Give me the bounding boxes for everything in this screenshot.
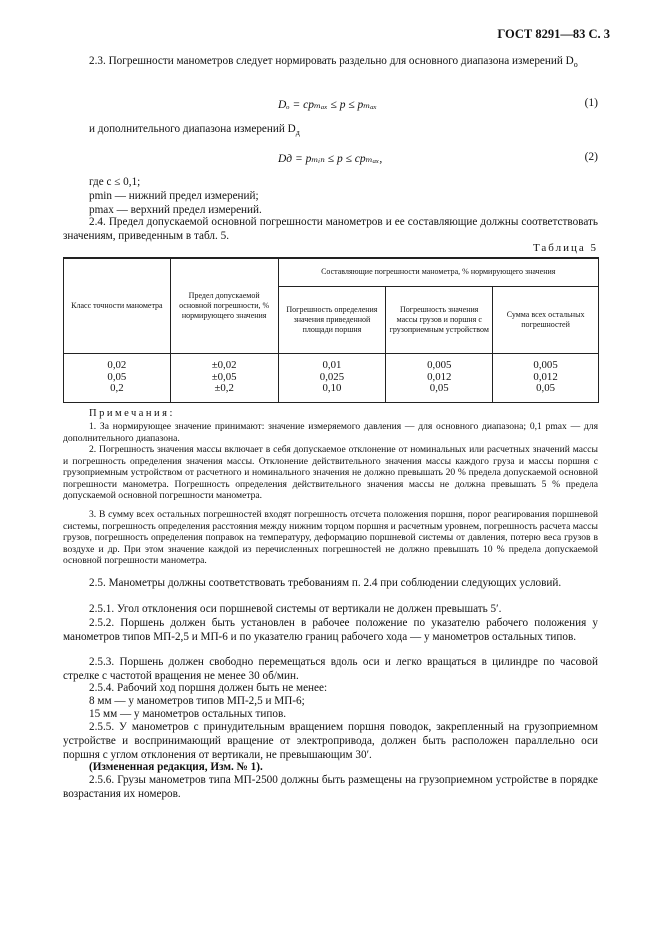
paragraph-2-5: 2.5. Манометры должны соответствовать требованиям п. 2.4 при соблюдении следующих условий. xyxy=(89,577,562,589)
table-5 xyxy=(63,257,599,403)
table-caption: Таблица 5 xyxy=(532,242,598,254)
pmax-line: pmax — верхний предел измерений. xyxy=(89,204,262,216)
where-line: где c ≤ 0,1; xyxy=(89,176,141,188)
header-components-group: Составляющие погрешности манометра, % нормирующего значения xyxy=(278,258,598,286)
paragraph-2-4: 2.4. Предел допускаемой основной погрешности манометров и ее составляющие должны соответствовать значениям, приведенным в табл. 5. xyxy=(63,216,598,242)
page-header: ГОСТ 8291—83 С. 3 xyxy=(497,27,610,41)
formula-1-number: (1) xyxy=(584,97,598,109)
note-3: 3. В сумму всех остальных погрешностей входят погрешность отсчета положения поршня, порог реагирования поршневой системы, погрешность определения расстояния между нижним торцом поршня и расчетным уровнем, погрешность расчета массы грузов, погрешность определения поправок на температуру, деформацию поршневой системы от давления, потерю веса грузов в воздухе и др. При этом значение каждой из перечисленных погрешностей не должно превышать 10 % предела допускаемой основной погрешности манометра. xyxy=(63,509,598,567)
formula-1 xyxy=(63,97,598,111)
formula-2-text: Dд = pₘᵢₙ ≤ p ≤ cpₘₐₓ, xyxy=(278,153,383,165)
formula-2 xyxy=(63,151,598,165)
note-1: 1. За нормирующее значение принимают: значение измеряемого давления — для основного диапазона; 0,1 pmax — для дополнительного диапазона. xyxy=(63,421,598,444)
cell-area-errors: 0,01 0,025 0,10 xyxy=(278,354,386,403)
edition-note: (Измененная редакция, Изм. № 1). xyxy=(89,761,263,773)
header-error-limit: Предел допускаемой основной погрешности, % нормирующего значения xyxy=(170,258,278,354)
header-accuracy-class: Класс точности манометра xyxy=(64,258,171,354)
pmin-line: pmin — нижний предел измерений; xyxy=(89,190,259,202)
cell-accuracy-classes: 0,02 0,05 0,2 xyxy=(64,354,171,403)
cell-error-limits: ±0,02 ±0,05 ±0,2 xyxy=(170,354,278,403)
paragraph-2-5-1: 2.5.1. Угол отклонения оси поршневой системы от вертикали не должен превышать 5′. xyxy=(89,603,502,615)
paragraph-2-5-6: 2.5.6. Грузы манометров типа МП-2500 должны быть размещены на грузоприемном устройстве в порядке возрастания их номеров. xyxy=(63,774,598,800)
line-15mm: 15 мм — у манометров остальных типов. xyxy=(89,708,287,720)
cell-mass-errors: 0,005 0,012 0,05 xyxy=(386,354,493,403)
header-other-errors: Сумма всех остальных погрешностей xyxy=(493,286,599,353)
cell-other-errors: 0,005 0,012 0,05 xyxy=(493,354,599,403)
notes-title: Примечания: xyxy=(89,408,175,419)
paragraph-2-5-5: 2.5.5. У манометров с принудительным вращением поршня поводок, закрепленный на грузоприемном устройстве и воспринимающий вращение от электропривода, должен быть расположен параллельно оси поршня с углом отклонения от вертикали, не превышающим 30′. xyxy=(63,721,598,761)
paragraph-2-5-3: 2.5.3. Поршень должен свободно перемещаться вдоль оси и легко вращаться в цилиндре по часовой стрелке с частотой вращения не менее 30 об/мин. xyxy=(63,656,598,682)
paragraph-2-5-2: 2.5.2. Поршень должен быть установлен в рабочее положение по указателю рабочего положения у манометров типов МП-2,5 и МП-6 и по указателю границ рабочего хода — у манометров остальных типов. xyxy=(63,617,598,643)
header-mass-error: Погрешность значения массы грузов и поршня с грузоприемным устройством xyxy=(386,286,493,353)
paragraph-2-5-4: 2.5.4. Рабочий ход поршня должен быть не менее: xyxy=(89,682,328,694)
paragraph-2-3: 2.3. Погрешности манометров следует нормировать раздельно для основного диапазона измерений $D_о$ xyxy=(89,55,578,70)
header-area-error: Погрешность определения значения приведенной площади поршня xyxy=(278,286,386,353)
paragraph-additional: и дополнительного диапазона измерений $D_д$ xyxy=(89,123,300,138)
line-8mm: 8 мм — у манометров типов МП-2,5 и МП-6; xyxy=(89,695,305,707)
note-2: 2. Погрешность значения массы включает в себя допускаемое отклонение от номинальных или расчетных значений массы и погрешность определения значения массы. Отклонение действительного значения массы каждого груза и массы поршня с грузоприемным устройством от расчетного и номинального значения не должно превышать 20 % предела допускаемой основной погрешности манометра. Погрешность определения действительного значения массы не должна превышать 5 % предела допускаемой основной погрешности манометра. xyxy=(63,444,598,502)
formula-1-text: Dₒ = cpₘₐₓ ≤ p ≤ pₘₐₓ xyxy=(278,99,377,111)
formula-2-number: (2) xyxy=(584,151,598,163)
